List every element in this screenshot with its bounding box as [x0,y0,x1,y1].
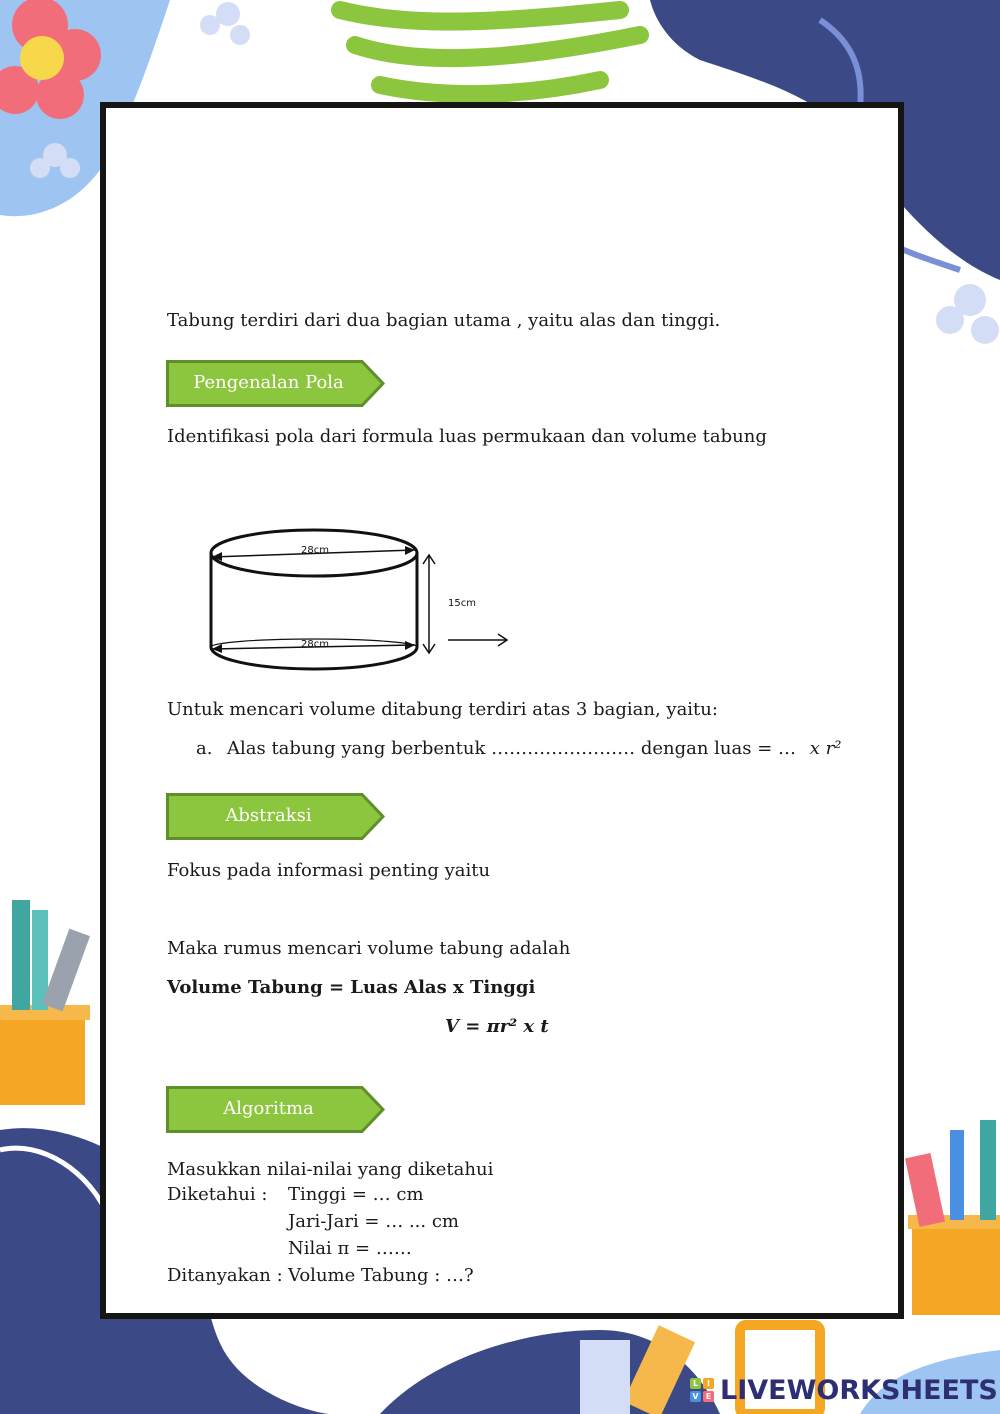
jari-jari-field: Jari-Jari = … ... cm [288,1211,459,1232]
banner-label: Pengenalan Pola [193,372,344,393]
banner-abstraksi [166,793,386,839]
logo-icon: L I V E [690,1378,714,1402]
logo-text: LIVEWORKSHEETS [720,1374,998,1406]
focus-text: Fokus pada informasi penting yaitu [167,860,491,881]
item-a-text [227,737,841,761]
cylinder-diagram [200,520,520,680]
diketahui-label: Diketahui : [167,1184,268,1205]
volume-intro-text: Untuk mencari volume ditabung terdiri atas 3 bagian, yaitu: [167,699,718,720]
item-a-formula: x r² [809,738,842,759]
ditanyakan-value: Volume Tabung : …? [288,1265,474,1286]
liveworksheets-logo[interactable] [690,1372,998,1408]
tinggi-field: Tinggi = … cm [288,1184,424,1205]
intro-text: Tabung terdiri dari dua bagian utama , yaitu alas dan tinggi. [167,310,721,331]
nilai-pi-field: Nilai π = …… [288,1238,412,1259]
bottom-diameter-label: 28cm [301,639,329,650]
banner-pengenalan-pola [166,360,386,406]
item-a-marker: a. [196,738,213,759]
ditanyakan-label: Ditanyakan : [167,1265,283,1286]
rumus-intro-text: Maka rumus mencari volume tabung adalah [167,938,571,959]
height-label: 15cm [448,598,476,609]
item-a-sentence: Alas tabung yang berbentuk …………………… dengan luas = … [227,738,797,759]
top-diameter-label: 28cm [301,545,329,556]
input-line-text: Masukkan nilai-nilai yang diketahui [167,1159,494,1180]
volume-formula: V = πr² x t [445,1016,549,1037]
rumus-bold-text: Volume Tabung = Luas Alas x Tinggi [167,977,536,998]
banner-label: Abstraksi [225,805,312,826]
banner-label: Algoritma [223,1098,314,1119]
banner-algoritma [166,1086,386,1132]
identifikasi-text: Identifikasi pola dari formula luas permukaan dan volume tabung [167,426,767,447]
